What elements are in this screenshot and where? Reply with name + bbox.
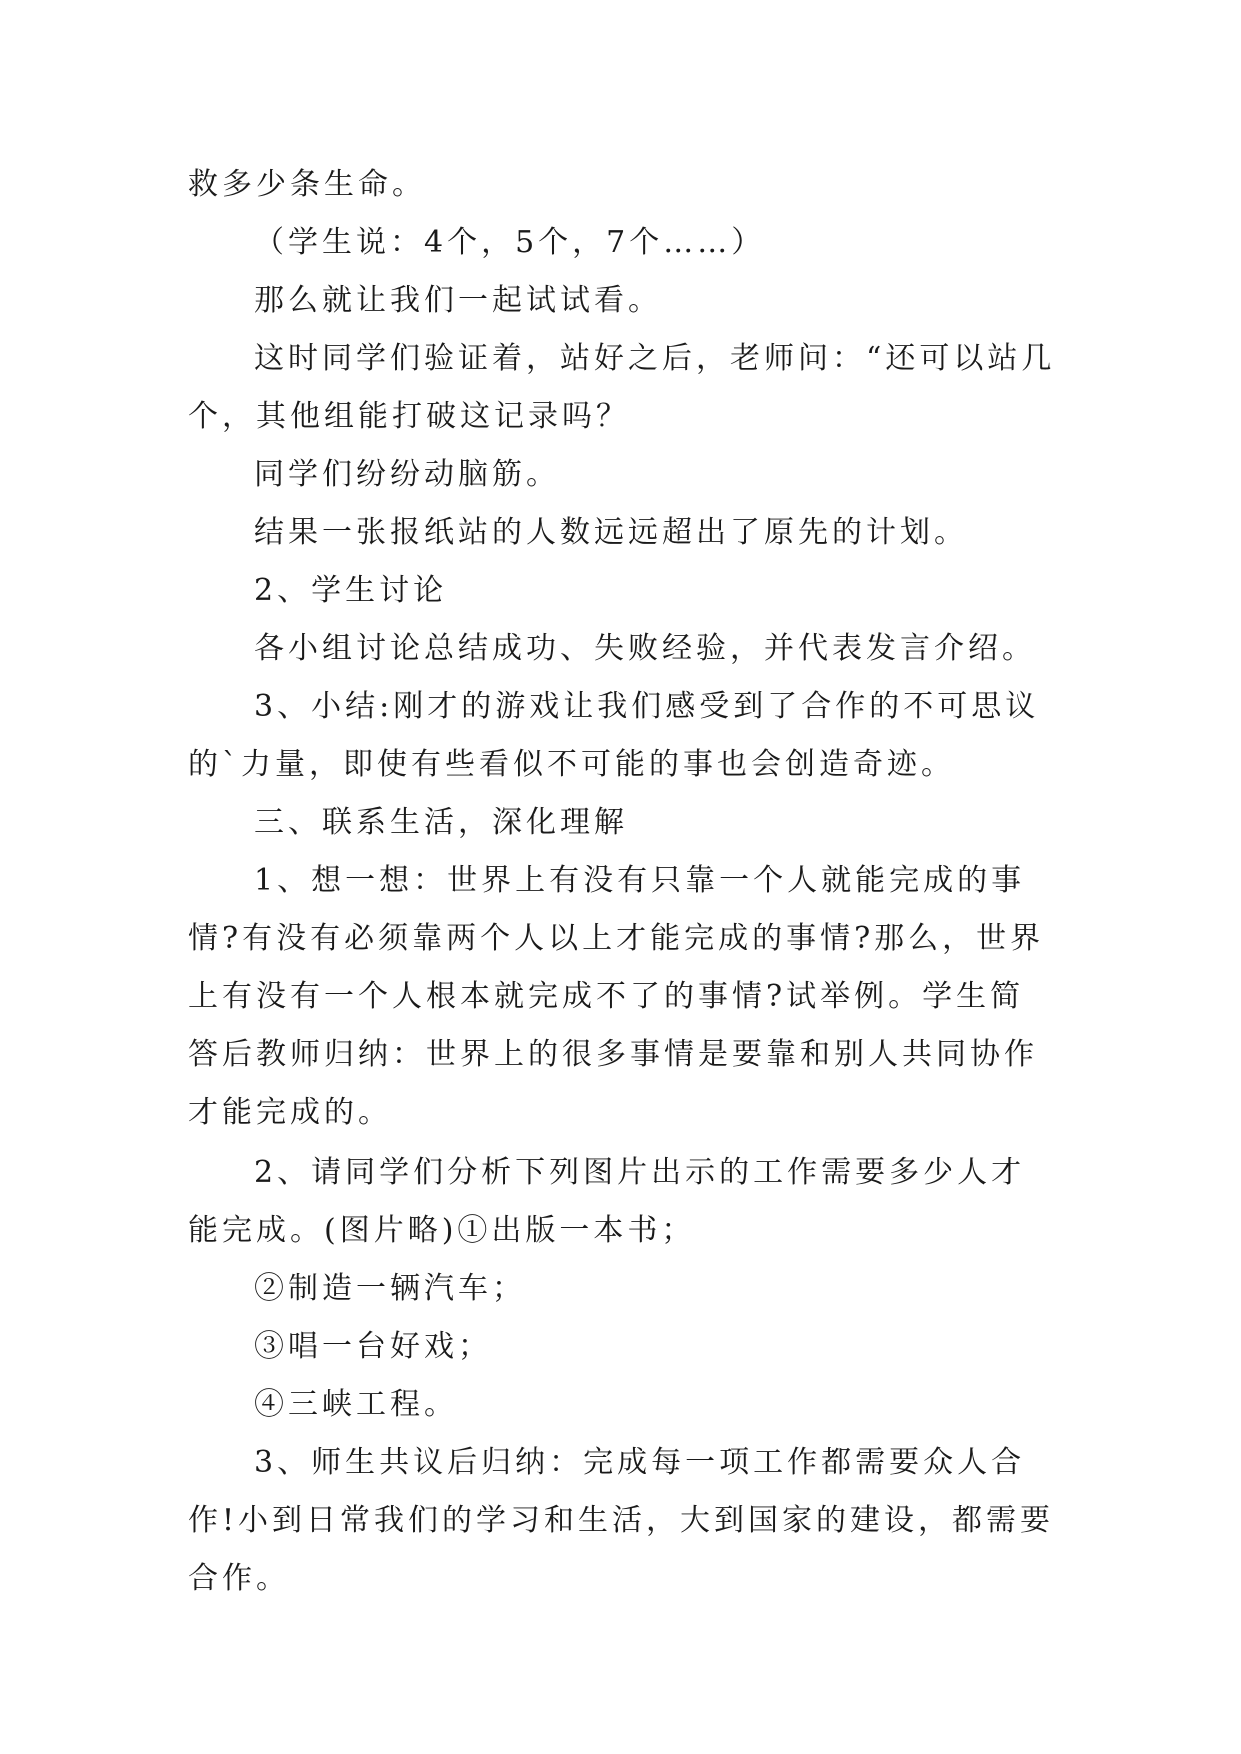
paragraph-7: 2、学生讨论 [254, 573, 448, 608]
paragraph-4: 这时同学们验证着，站好之后，老师问：“还可以站几个，其他组能打破这记录吗？ [188, 341, 1056, 434]
paragraph-15: ④三峡工程。 [254, 1387, 458, 1422]
paragraph-2: （学生说：4个，5个，7个……） [254, 225, 766, 260]
paragraph-9: 3、小结:刚才的游戏让我们感受到了合作的不可思议的`力量，即使有些看似不可能的事也会创造奇迹。 [188, 689, 1040, 782]
paragraph-13: ②制造一辆汽车； [254, 1271, 526, 1306]
paragraph-3: 那么就让我们一起试试看。 [254, 283, 662, 318]
paragraph-5: 同学们纷纷动脑筋。 [254, 457, 560, 492]
paragraph-16: 3、师生共议后归纳：完成每一项工作都需要众人合作!小到日常我们的学习和生活，大到国家的建设，都需要合作。 [188, 1445, 1055, 1596]
paragraph-10: 三、联系生活，深化理解 [254, 805, 628, 840]
paragraph-12: 2、请同学们分析下列图片出示的工作需要多少人才能完成。(图片略)①出版一本书； [188, 1155, 1026, 1248]
paragraph-11: 1、想一想：世界上有没有只靠一个人就能完成的事情?有没有必须靠两个人以上才能完成的事情?那么，世界上有没有一个人根本就完成不了的事情?试举例。学生简答后教师归纳：世界上的很多事情是要靠和别人共同协作才能完成的。 [188, 863, 1045, 1130]
paragraph-8: 各小组讨论总结成功、失败经验，并代表发言介绍。 [254, 631, 1036, 666]
paragraph-1: 救多少条生命。 [188, 167, 426, 202]
paragraph-14: ③唱一台好戏； [254, 1329, 492, 1364]
paragraph-6: 结果一张报纸站的人数远远超出了原先的计划。 [254, 515, 968, 550]
document-body [188, 156, 1058, 1608]
